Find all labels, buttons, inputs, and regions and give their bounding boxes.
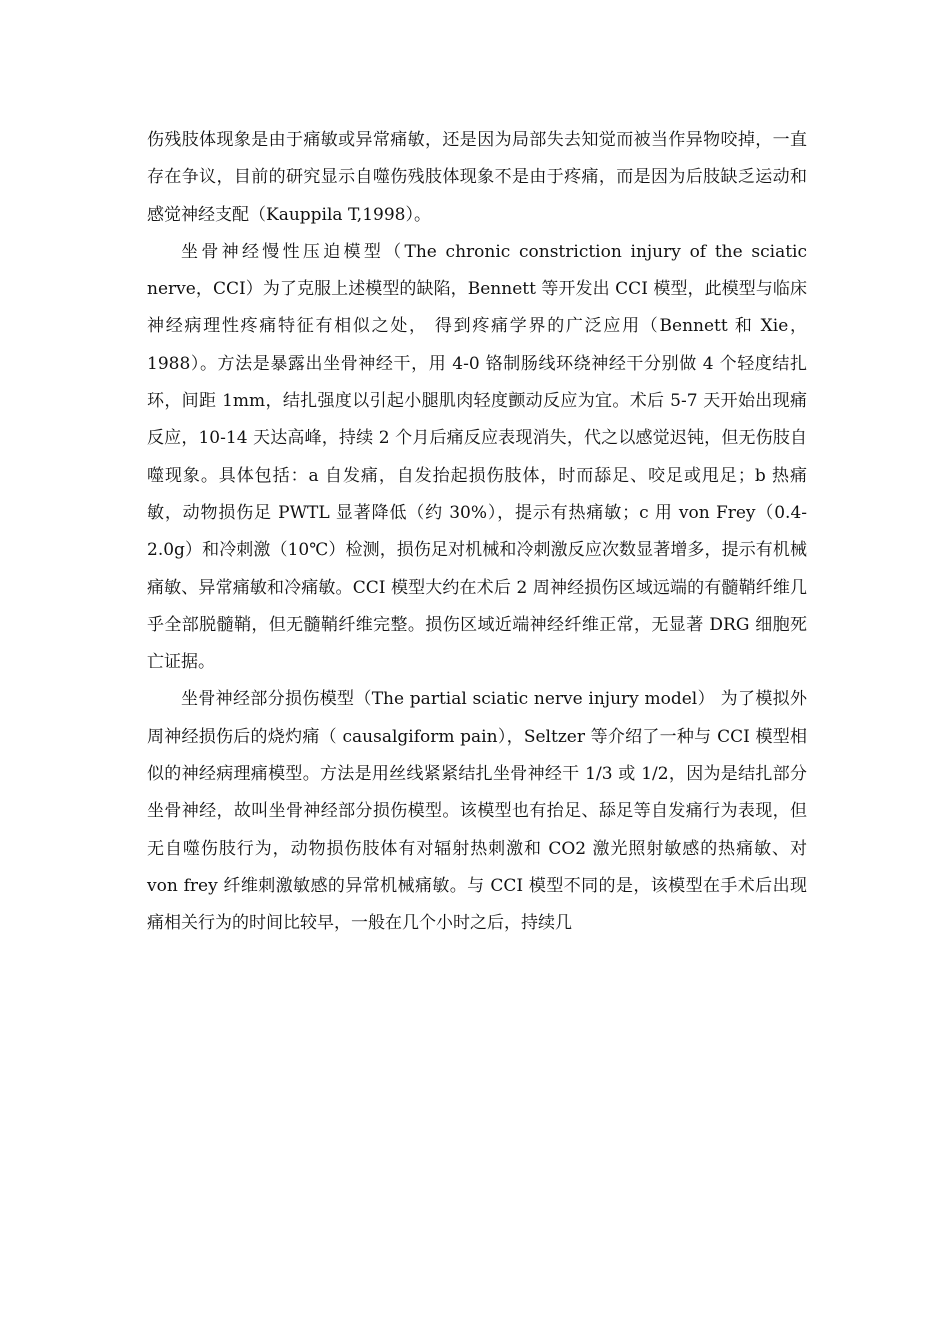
paragraph-partial-sciatic-model: 坐骨神经部分损伤模型（The partial sciatic nerve injury model） 为了模拟外周神经损伤后的烧灼痛（ causalgiform pain），Seltzer 等介绍了一种与 CCI 模型相似的神经病理痛模型。方法是用丝线紧紧结扎坐骨神经干 1/3 或 1/2，因为是结扎部分坐骨神经，故叫坐骨神经部分损伤模型。该模型也有抬足、舔足等自发痛行为表现，但无自噬伤肢行为，动物损伤肢体有对辐射热刺激和 CO2 激光照射敏感的热痛敏、对 von frey 纤维刺激敏感的异常机械痛敏。与 CCI 模型不同的是，该模型在手术后出现痛相关行为的时间比较早，一般在几个小时之后，持续几: [147, 689, 807, 934]
paragraph-1: 伤残肢体现象是由于痛敏或异常痛敏，还是因为局部失去知觉而被当作异物咬掉，一直存在争议，目前的研究显示自噬伤残肢体现象不是由于疼痛，而是因为后肢缺乏运动和感觉神经支配（Kauppila T,1998）。: [147, 130, 807, 225]
body-text: [147, 122, 807, 943]
paragraph-cci-model: 坐骨神经慢性压迫模型（The chronic constriction injury of the sciatic nerve，CCI）为了克服上述模型的缺陷，Bennett 等开发出 CCI 模型，此模型与临床神经病理性疼痛特征有相似之处， 得到疼痛学界的广泛应用（Bennett 和 Xie，1988）。方法是暴露出坐骨神经干，用 4-0 铬制肠线环绕神经干分别做 4 个轻度结扎环，间距 1mm，结扎强度以引起小腿肌肉轻度颤动反应为宜。术后 5-7 天开始出现痛反应，10-14 天达高峰，持续 2 个月后痛反应表现消失，代之以感觉迟钝，但无伤肢自噬现象。具体包括：a 自发痛，自发抬起损伤肢体，时而舔足、咬足或甩足；b 热痛敏，动物损伤足 PWTL 显著降低（约 30%），提示有热痛敏；c 用 von Frey（0.4-2.0g）和冷刺激（10℃）检测，损伤足对机械和冷刺激反应次数显著增多，提示有机械痛敏、异常痛敏和冷痛敏。CCI 模型大约在术后 2 周神经损伤区域远端的有髓鞘纤维几乎全部脱髓鞘，但无髓鞘纤维完整。损伤区域近端神经纤维正常，无显著 DRG 细胞死亡证据。: [147, 241, 807, 673]
